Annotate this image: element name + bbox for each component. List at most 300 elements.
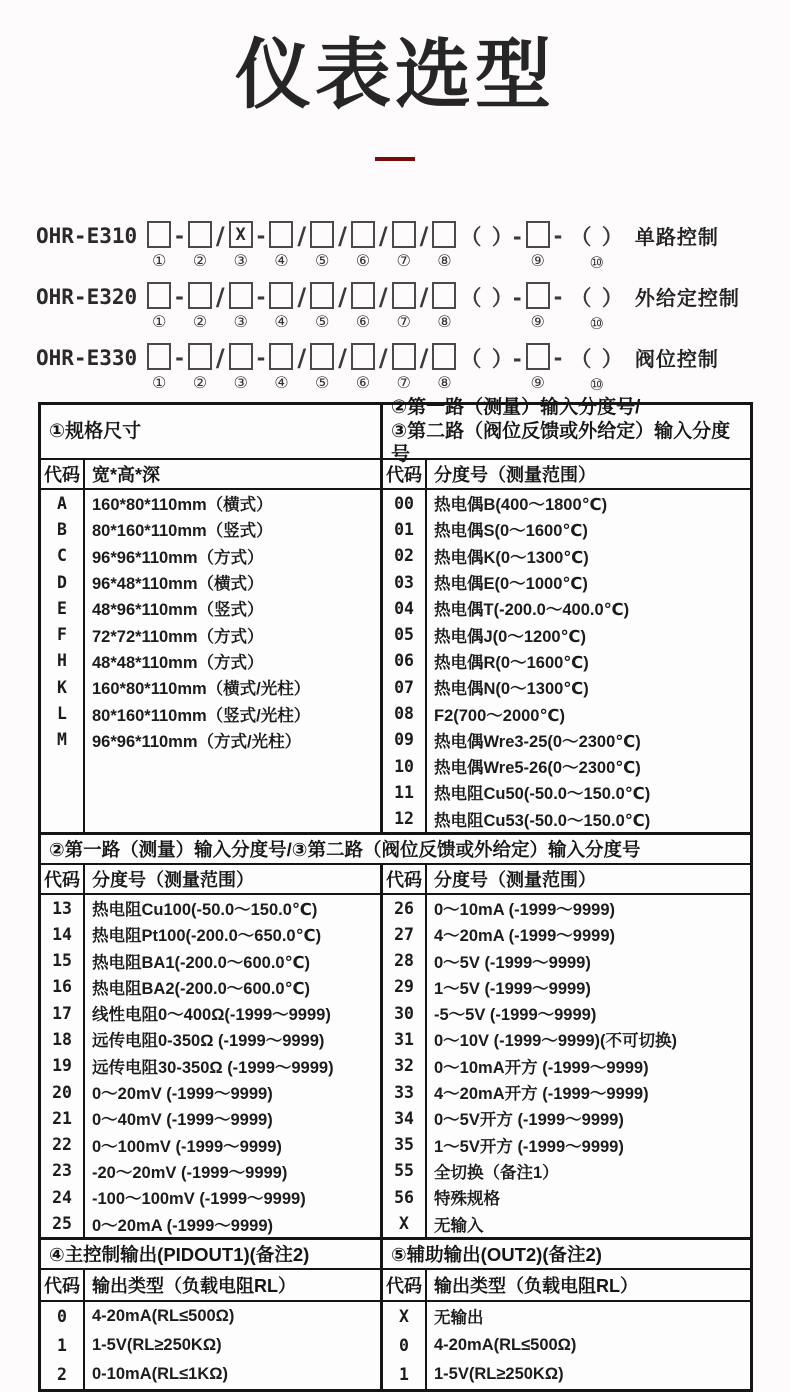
code-column-header: 代码 (383, 865, 427, 893)
format-separator: / (215, 343, 225, 372)
desc-cell: 4～20mA (-1999～9999) (434, 927, 615, 946)
model-code-box (432, 282, 456, 309)
table-row (41, 621, 380, 647)
circled-number: ② (192, 374, 208, 392)
code-cell: L (41, 700, 85, 726)
paren-separator: （ ） (570, 285, 623, 310)
format-separator: / (215, 221, 225, 250)
desc-cell: 160*80*110mm（横式/光柱） (92, 680, 311, 699)
desc-cell: 160*80*110mm（横式） (92, 496, 273, 515)
model-code-box (229, 343, 253, 370)
table-row (383, 1105, 750, 1131)
code-cell: 20 (41, 1079, 85, 1105)
code-cell: 55 (383, 1158, 427, 1184)
format-separator: / (338, 221, 347, 250)
section2-left-rows (41, 895, 380, 1237)
circled-number: ② (192, 252, 208, 270)
separator-slot (253, 343, 270, 395)
separator-slot (293, 282, 310, 334)
empty-filler-row (41, 753, 380, 832)
code-cell: 56 (383, 1184, 427, 1210)
desc-cell: 96*96*110mm（方式） (92, 548, 264, 567)
table-row (41, 543, 380, 569)
separator-slot (171, 221, 188, 273)
code-column-header: 代码 (41, 865, 85, 893)
format-separator: - (256, 345, 266, 370)
desc-cell: 远传电阻0-350Ω (-1999～9999) (92, 1032, 325, 1051)
code-cell: 17 (41, 1000, 85, 1026)
format-separator: / (378, 221, 388, 250)
table-row (41, 516, 380, 542)
desc-cell: 热电阻BA1(-200.0～600.0℃) (92, 953, 311, 972)
code-slot (269, 221, 293, 271)
code-cell: 15 (41, 947, 85, 973)
code-cell: 31 (383, 1026, 427, 1052)
model-code-box (310, 343, 334, 370)
desc-cell: -5～5V (-1999～9999) (434, 1006, 597, 1025)
desc-cell: 1-5V(RL≥250KΩ) (434, 1364, 564, 1383)
code-cell: 13 (41, 895, 85, 921)
desc-cell: 1～5V开方 (-1999～9999) (434, 1137, 624, 1156)
code-cell: K (41, 674, 85, 700)
code-slot (147, 282, 171, 332)
section-1 (41, 396, 750, 832)
code-cell: M (41, 727, 85, 753)
table-row (383, 621, 750, 647)
desc-cell: 0～5V开方 (-1999～9999) (434, 1111, 624, 1130)
model-code-box (229, 282, 253, 309)
format-separator: / (378, 343, 388, 372)
format-separator: - (553, 284, 563, 309)
table-row (383, 1360, 750, 1389)
desc-column-header: 分度号（测量范围） (92, 869, 254, 890)
code-column-header: 代码 (383, 460, 427, 488)
desc-cell (85, 753, 380, 832)
code-cell: B (41, 516, 85, 542)
table-row (383, 974, 750, 1000)
code-cell: 03 (383, 569, 427, 595)
desc-cell: 80*160*110mm（竖式/光柱） (92, 706, 311, 725)
format-separator: / (419, 343, 429, 372)
table-row (41, 1210, 380, 1236)
format-separator: / (419, 282, 429, 311)
model-code-box (351, 343, 375, 370)
table-row (383, 779, 750, 805)
code-slot (526, 282, 550, 332)
section1-right-title (383, 396, 750, 466)
code-slot (269, 282, 293, 332)
circled-number: ⑦ (396, 374, 411, 392)
format-separator: / (215, 282, 225, 311)
section3-left-rows (41, 1302, 380, 1389)
separator-slot (550, 343, 567, 395)
desc-column-header: 宽*高*深 (92, 465, 161, 485)
desc-column-header: 输出类型（负载电阻RL） (434, 1275, 638, 1296)
desc-cell: 热电偶B(400～1800℃) (434, 496, 608, 515)
desc-cell: -20～20mV (-1999～9999) (92, 1163, 288, 1182)
title-accent-underline (375, 157, 415, 161)
separator-slot (416, 282, 433, 334)
paren-slot (566, 282, 627, 334)
model-code-box (188, 343, 212, 370)
code-cell: 25 (41, 1210, 85, 1236)
code-cell: 32 (383, 1053, 427, 1079)
format-separator: - (175, 284, 184, 309)
code-slot (392, 343, 416, 393)
table-row (41, 1132, 380, 1158)
model-code-box (392, 282, 416, 309)
format-separator: / (419, 221, 429, 250)
separator-slot (253, 221, 270, 273)
code-slot (351, 221, 375, 271)
desc-cell: 无输入 (434, 1216, 484, 1235)
paren-separator: （ ） (570, 346, 623, 371)
format-separator: / (338, 282, 347, 311)
table-row (41, 648, 380, 674)
format-separator: （ ）- (460, 285, 522, 310)
format-separator: （ ）- (460, 224, 522, 249)
model-code-box (392, 343, 416, 370)
circled-number: ⑨ (530, 313, 545, 331)
code-cell: 28 (383, 947, 427, 973)
circled-number: ⑤ (314, 252, 330, 270)
section1-right (380, 396, 750, 832)
desc-cell: 4-20mA(RL≤500Ω) (434, 1335, 577, 1354)
circled-number: ⑩ (589, 376, 604, 394)
section1-left-rows (41, 490, 380, 832)
code-cell: 14 (41, 921, 85, 947)
model-code-box (432, 343, 456, 370)
desc-cell: 热电阻BA2(-200.0～600.0℃) (92, 979, 311, 998)
code-cell: 24 (41, 1184, 85, 1210)
desc-cell: 热电偶T(-200.0～400.0℃) (434, 601, 630, 620)
format-separator: / (297, 282, 307, 311)
circled-number: ③ (233, 252, 248, 270)
circled-number: ⑧ (437, 374, 452, 392)
separator-slot (212, 343, 229, 395)
table-row (41, 1000, 380, 1026)
section3-left (41, 1240, 380, 1389)
code-cell: 33 (383, 1079, 427, 1105)
table-row (383, 727, 750, 753)
table-row (383, 648, 750, 674)
code-slot (351, 282, 375, 332)
circled-number: ⑦ (396, 252, 411, 270)
desc-cell: 0～10mA开方 (-1999～9999) (434, 1058, 649, 1077)
code-cell: 04 (383, 595, 427, 621)
format-separator: - (175, 223, 184, 248)
desc-cell: 热电偶R(0～1600℃) (434, 653, 589, 672)
code-slot (229, 343, 253, 393)
model-prefix: OHR-E320 (36, 284, 138, 309)
table-row (383, 490, 750, 516)
table-row (383, 595, 750, 621)
desc-cell: 72*72*110mm（方式） (92, 627, 264, 646)
section2-left-subheader (41, 865, 380, 895)
code-cell: 2 (41, 1360, 85, 1389)
table-row (41, 1302, 380, 1331)
code-slot (392, 221, 416, 271)
desc-cell: 热电阻Cu53(-50.0～150.0℃) (434, 811, 651, 830)
code-slot (351, 343, 375, 393)
model-code-box (526, 221, 550, 248)
separator-slot (416, 221, 433, 273)
circled-number: ⑧ (437, 313, 452, 331)
model-code-box (392, 221, 416, 248)
code-slot (147, 343, 171, 393)
model-prefix: OHR-E330 (36, 345, 138, 370)
circled-number: ⑨ (530, 252, 545, 270)
separator-slot (334, 282, 351, 334)
section2-title: ②第一路（测量）输入分度号/③第二路（阀位反馈或外给定）输入分度号 (41, 835, 750, 865)
code-cell: 08 (383, 700, 427, 726)
code-column-header: 代码 (383, 1270, 427, 1300)
table-row (41, 1158, 380, 1184)
table-row (41, 1026, 380, 1052)
desc-cell: 热电偶Wre3-25(0～2300℃) (434, 732, 641, 751)
table-row (383, 516, 750, 542)
code-cell: 0 (41, 1302, 85, 1331)
circled-number: ④ (274, 313, 289, 331)
table-row (41, 727, 380, 753)
code-slot (310, 282, 334, 332)
section1-right-rows (383, 490, 750, 832)
table-row (41, 1105, 380, 1131)
model-code-box (147, 282, 171, 309)
code-cell: 1 (41, 1331, 85, 1360)
table-row (41, 700, 380, 726)
code-cell: 27 (383, 921, 427, 947)
section3-right-rows (383, 1302, 750, 1389)
table-row (383, 1331, 750, 1360)
separator-slot (212, 221, 229, 273)
format-separator: - (175, 345, 184, 370)
code-cell: H (41, 648, 85, 674)
desc-cell: 0～100mV (-1999～9999) (92, 1137, 282, 1156)
table-row (383, 1026, 750, 1052)
paren-slot (566, 343, 627, 395)
code-cell: 1 (383, 1360, 427, 1389)
model-code-box (351, 282, 375, 309)
table-row (41, 1331, 380, 1360)
code-cell: 29 (383, 974, 427, 1000)
code-cell: 12 (383, 806, 427, 832)
model-code-box (526, 343, 550, 370)
code-cell: 30 (383, 1000, 427, 1026)
separator-slot (253, 282, 270, 334)
model-code-box (269, 221, 293, 248)
separator-slot (212, 282, 229, 334)
model-code-box (147, 221, 171, 248)
desc-cell: 0～40mV (-1999～9999) (92, 1111, 273, 1130)
model-line (36, 282, 790, 334)
section2-right-subheader (383, 865, 750, 895)
code-slot (229, 221, 253, 271)
separator-slot (293, 343, 310, 395)
model-code-box (526, 282, 550, 309)
desc-cell: 1-5V(RL≥250KΩ) (92, 1335, 222, 1354)
code-cell: F (41, 621, 85, 647)
circled-number: ⑧ (437, 252, 452, 270)
desc-cell: 1～5V (-1999～9999) (434, 979, 591, 998)
table-row (41, 595, 380, 621)
desc-cell: 4～20mA开方 (-1999～9999) (434, 1085, 649, 1104)
section1-right-subheader (383, 460, 750, 490)
desc-cell: 热电偶S(0～1600℃) (434, 522, 588, 541)
desc-cell: 0～20mA (-1999～9999) (92, 1216, 273, 1235)
code-slot (310, 343, 334, 393)
desc-cell: 热电阻Cu100(-50.0～150.0℃) (92, 901, 318, 919)
table-row (383, 569, 750, 595)
table-row (41, 569, 380, 595)
model-suffix: 单路控制 (634, 227, 719, 249)
desc-column-header: 分度号（测量范围） (434, 869, 596, 890)
model-prefix: OHR-E310 (36, 223, 138, 248)
desc-cell: F2(700～2000℃) (434, 706, 565, 725)
section2-right (380, 865, 750, 1237)
format-separator: / (378, 282, 388, 311)
circled-number: ⑤ (314, 313, 330, 331)
code-cell (41, 753, 85, 832)
code-cell: X (383, 1210, 427, 1236)
desc-cell: 远传电阻30-350Ω (-1999～9999) (92, 1058, 334, 1077)
table-row (383, 1302, 750, 1331)
table-row (41, 1184, 380, 1210)
code-cell: 0 (383, 1331, 427, 1360)
section3-left-title: ④主控制输出(PIDOUT1)(备注2) (41, 1240, 380, 1270)
desc-cell: 0～20mV (-1999～9999) (92, 1085, 273, 1104)
format-separator: - (256, 284, 266, 309)
format-separator: / (297, 343, 307, 372)
format-separator: / (297, 221, 307, 250)
code-cell: 35 (383, 1132, 427, 1158)
table-row (383, 1210, 750, 1236)
format-separator: （ ）- (460, 346, 522, 371)
circled-number: ⑦ (396, 313, 411, 331)
code-column-header: 代码 (41, 460, 85, 488)
desc-cell: 热电阻Pt100(-200.0～650.0℃) (92, 927, 322, 946)
section1-left-title (41, 405, 380, 460)
code-cell: 19 (41, 1053, 85, 1079)
desc-cell: 0～5V (-1999～9999) (434, 953, 591, 972)
circled-number: ⑥ (355, 252, 371, 270)
table-row (41, 490, 380, 516)
code-slot (392, 282, 416, 332)
page-title: 仪表选型 (235, 33, 555, 118)
circled-number: ⑨ (530, 374, 545, 392)
table-row (383, 543, 750, 569)
code-cell: 07 (383, 674, 427, 700)
code-cell: 26 (383, 895, 427, 921)
code-slot (188, 221, 212, 271)
section1-left-title-text: ①规格尺寸 (49, 420, 142, 442)
desc-cell: 48*48*110mm（方式） (92, 653, 264, 672)
section3-right-subheader (383, 1270, 750, 1302)
section1-left-subheader (41, 460, 380, 490)
separator-slot (456, 282, 525, 334)
paren-separator: （ ） (570, 224, 623, 249)
desc-cell: -100～100mV (-1999～9999) (92, 1190, 306, 1209)
circled-number: ③ (233, 313, 248, 331)
separator-slot (550, 282, 567, 334)
table-row (383, 1132, 750, 1158)
separator-slot (171, 282, 188, 334)
model-code-box (188, 221, 212, 248)
model-suffix: 阀位控制 (634, 349, 719, 371)
format-separator: - (553, 345, 563, 370)
code-slot (310, 221, 334, 271)
model-line (36, 343, 790, 395)
code-cell: 34 (383, 1105, 427, 1131)
code-cell: 09 (383, 727, 427, 753)
model-code-box (351, 221, 375, 248)
separator-slot (375, 221, 392, 273)
table-row (383, 947, 750, 973)
desc-cell: 0～10mA (-1999～9999) (434, 901, 615, 919)
desc-cell: 96*48*110mm（横式） (92, 575, 264, 594)
circled-number: ④ (274, 374, 289, 392)
table-row (383, 806, 750, 832)
section2-left (41, 865, 380, 1237)
section1-left (41, 405, 380, 832)
desc-cell: 热电偶Wre5-26(0～2300℃) (434, 759, 641, 778)
code-cell: X (383, 1302, 427, 1331)
code-cell: 02 (383, 543, 427, 569)
circled-number: ⑩ (589, 315, 604, 333)
desc-cell: 48*96*110mm（竖式） (92, 601, 264, 620)
desc-cell: 无输出 (434, 1309, 484, 1328)
table-row (383, 700, 750, 726)
section-2 (41, 832, 750, 1237)
table-row (383, 1000, 750, 1026)
code-slot (147, 221, 171, 271)
separator-slot (416, 343, 433, 395)
code-cell: 01 (383, 516, 427, 542)
desc-cell: 0～10V (-1999～9999)(不可切换) (434, 1032, 678, 1051)
separator-slot (334, 221, 351, 273)
code-cell: 16 (41, 974, 85, 1000)
table-row (41, 1079, 380, 1105)
separator-slot (456, 221, 525, 273)
circled-number: ⑩ (589, 254, 604, 272)
desc-cell: 热电偶N(0～1300℃) (434, 680, 589, 699)
code-cell: 06 (383, 648, 427, 674)
code-cell: D (41, 569, 85, 595)
circled-number: ① (151, 313, 167, 331)
desc-cell: 96*96*110mm（方式/光柱） (92, 732, 302, 751)
code-slot (432, 343, 456, 393)
desc-cell: 热电阻Cu50(-50.0～150.0℃) (434, 785, 651, 804)
code-cell: 23 (41, 1158, 85, 1184)
code-column-header: 代码 (41, 1270, 85, 1300)
separator-slot (550, 221, 567, 273)
table-row (41, 921, 380, 947)
table-row (41, 1053, 380, 1079)
table-row (383, 921, 750, 947)
code-cell: 05 (383, 621, 427, 647)
code-slot (269, 343, 293, 393)
section3-right-title: ⑤辅助输出(OUT2)(备注2) (383, 1240, 750, 1270)
circled-number: ⑤ (314, 374, 330, 392)
desc-cell: 热电偶J(0～1200℃) (434, 627, 587, 646)
model-code-box (147, 343, 171, 370)
section1-right-title-line1: ②第一路（测量）输入分度号/ (391, 396, 641, 418)
section3-right (380, 1240, 750, 1389)
code-cell: 10 (383, 753, 427, 779)
code-cell: 22 (41, 1132, 85, 1158)
desc-cell: 4-20mA(RL≤500Ω) (92, 1306, 235, 1325)
desc-column-header: 输出类型（负载电阻RL） (92, 1275, 296, 1296)
